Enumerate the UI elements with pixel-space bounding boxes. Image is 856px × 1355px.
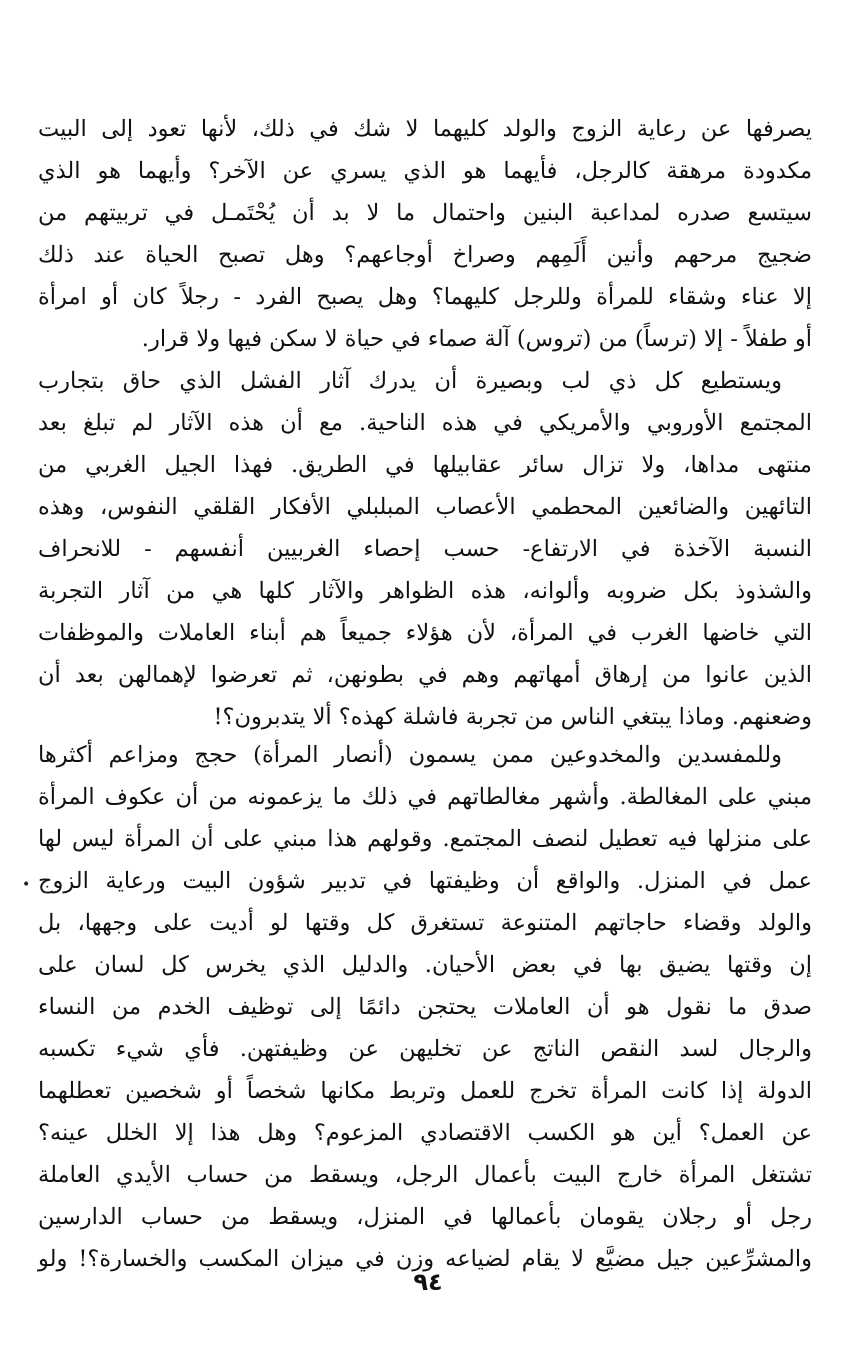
text-line: النسبة الآخذة في الارتفاع- حسب إحصاء الغربيين أنفسهم - للانحراف <box>38 536 812 562</box>
text-line: وللمفسدين والمخدوعين ممن يسمون (أنصار المرأة) حجج ومزاعم أكثرها <box>38 742 782 768</box>
page-number: ٩٤ <box>413 1268 443 1296</box>
paragraph-2 <box>38 360 812 738</box>
text-line: التائهين والضائعين المحطمي الأعصاب المبلبلي الأفكار القلقي النفوس، وهذه <box>38 494 812 520</box>
text-line: الدولة إذا كانت المرأة تخرج للعمل وتربط مكانها شخصاً أو شخصين تعطلهما <box>38 1078 812 1104</box>
text-line: يصرفها عن رعاية الزوج والولد كليهما لا شك في ذلك، لأنها تعود إلى البيت <box>38 116 812 142</box>
text-line: والمشرِّعين جيل مضيَّع لا يقام لضياعه وزن في ميزان المكسب والخسارة؟! ولو <box>38 1246 812 1272</box>
text-line: صدق ما نقول هو أن العاملات يحتجن دائمًا إلى توظيف الخدم من النساء <box>38 994 812 1020</box>
text-line: والرجال لسد النقص الناتج عن تخليهن عن وظيفتهن. فأي شيء تكسبه <box>38 1036 812 1062</box>
text-line: المجتمع الأوروبي والأمريكي في هذه الناحية. مع أن هذه الآثار لم تبلغ بعد <box>38 410 812 436</box>
text-line: ضجيج مرحهم وأنين أَلَمِهم وصراخ أوجاعهم؟ وهل تصبح الحياة عند ذلك <box>38 242 812 268</box>
text-line: رجل أو رجلان يقومان بأعمالها في المنزل، ويسقط من حساب الدارسين <box>38 1204 812 1230</box>
paragraph-1 <box>38 108 812 360</box>
text-line: والشذوذ بكل ضروبه وألوانه، هذه الظواهر والآثار كلها هي من آثار التجربة <box>38 578 812 604</box>
paragraph-3 <box>38 734 812 1280</box>
text-line: مكدودة مرهقة كالرجل، فأيهما هو الذي يسري عن الآخر؟ وأيهما هو الذي <box>38 158 812 184</box>
text-line: التي خاضها الغرب في المرأة، لأن هؤلاء جميعاً هم أبناء العاملات والموظفات <box>38 620 812 646</box>
text-line: إن وقتها يضيق بها في بعض الأحيان. والدليل الذي يخرس كل لسان على <box>38 952 812 978</box>
text-line: ويستطيع كل ذي لب وبصيرة أن يدرك آثار الفشل الذي حاق بتجارب <box>38 368 782 394</box>
text-line: أو طفلاً - إلا (ترساً) من (تروس) آلة صماء في حياة لا سكن فيها ولا قرار. <box>141 326 812 352</box>
text-line: إلا عناء وشقاء للمرأة وللرجل كليهما؟ وهل يصبح الفرد - رجلاً كان أو امرأة <box>38 284 812 310</box>
text-line: وضعنهم. وماذا يبتغي الناس من تجربة فاشلة كهذه؟ ألا يتدبرون؟! <box>213 704 812 730</box>
text-line: والولد وقضاء حاجاتهم المتنوعة تستغرق كل وقتها لو أديت على وجهها، بل <box>38 910 812 936</box>
margin-mark-icon: • <box>22 877 31 893</box>
text-line: الذين عانوا من إرهاق أمهاتهم وهم في بطونهن، ثم تعرضوا لإهمالهن بعد أن <box>38 662 812 688</box>
text-line: على منزلها فيه تعطيل لنصف المجتمع. وقولهم هذا مبني على أن المرأة ليس لها <box>38 826 812 852</box>
text-line: عمل في المنزل. والواقع أن وظيفتها في تدبير شؤون البيت ورعاية الزوج <box>38 868 812 894</box>
text-line: منتهى مداها، ولا تزال سائر عقابيلها في الطريق. فهذا الجيل الغربي من <box>38 452 812 478</box>
text-line: مبني على المغالطة. وأشهر مغالطاتهم في ذلك ما يزعمونه من أن عكوف المرأة <box>38 784 812 810</box>
text-line: عن العمل؟ أين هو الكسب الاقتصادي المزعوم؟ وهل هذا إلا الخلل عينه؟ <box>38 1120 812 1146</box>
text-line: تشتغل المرأة خارج البيت بأعمال الرجل، ويسقط من حساب الأيدي العاملة <box>38 1162 812 1188</box>
text-line: سيتسع صدره لمداعبة البنين واحتمال ما لا بد أن يُحْتَمـل في تربيتهم من <box>38 200 812 226</box>
